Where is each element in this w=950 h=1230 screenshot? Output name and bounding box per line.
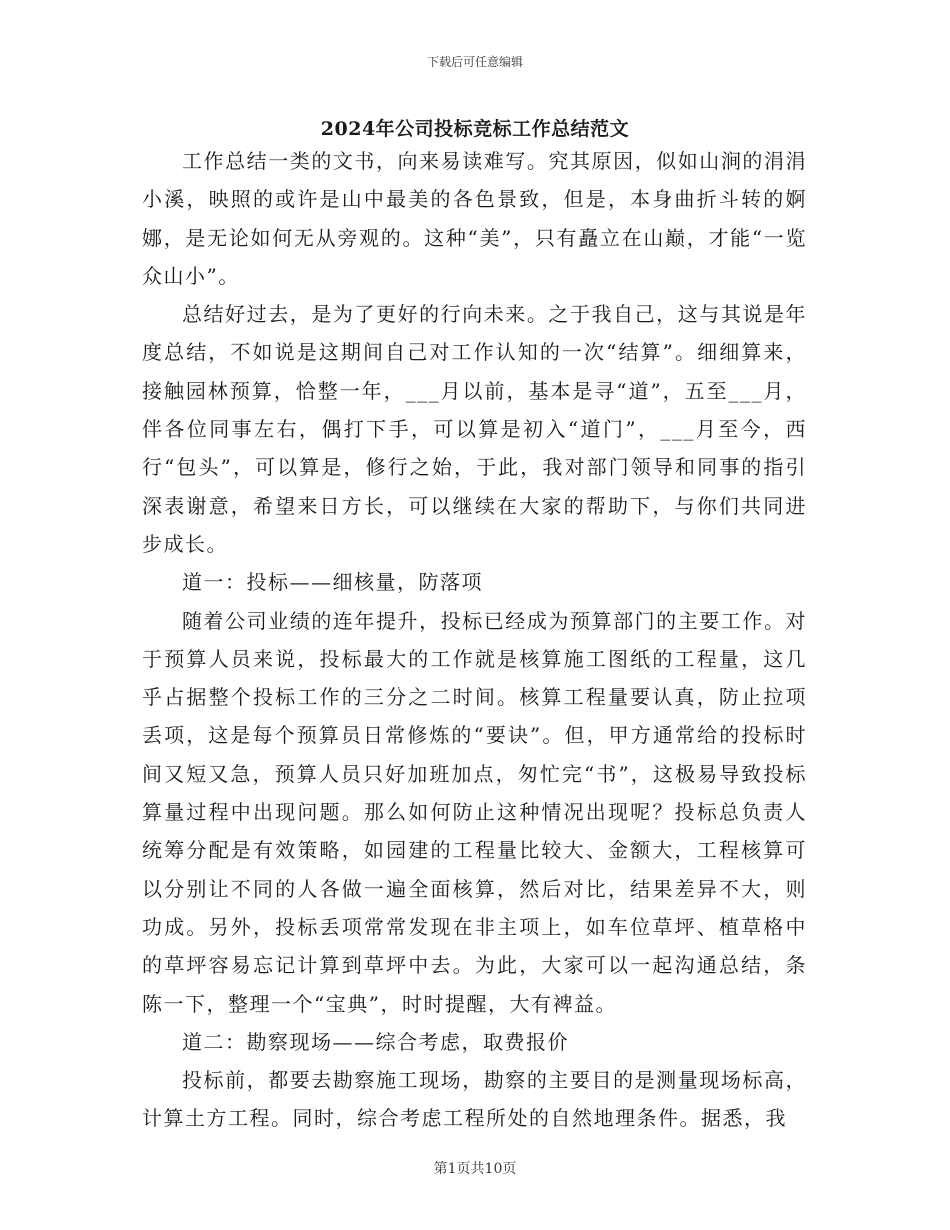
page-header-note: 下载后可任意编辑 [426,55,523,69]
paragraph-review: 总结好过去，是为了更好的行向未来。之于我自己，这与其说是年度总结，不如说是这期间自己对工作认知的一次“结算”。细细算来，接触园林预算，恰整一年，___月以前，基本是寻“道”，五至___月，伴各位同事左右，偶打下手，可以算是初入“道门”，___月至今，西行“包头”，可以算是，修行之始，于此，我对部门领导和同事的指引深表谢意，希望来日方长，可以继续在大家的帮助下，与你们共同进步成长。 [142,302,807,556]
section-heading-1: 道一：投标——细核量，防落项 [182,570,483,595]
section-heading-2: 道二：勘察现场——综合考虑，取费报价 [182,1029,569,1054]
page-number: 第1页共10页 [433,1161,517,1177]
document-title: 2024年公司投标竞标工作总结范文 [320,118,630,140]
paragraph-bidding: 随着公司业绩的连年提升，投标已经成为预算部门的主要工作。对于预算人员来说，投标最大的工作就是核算施工图纸的工程量，这几乎占据整个投标工作的三分之二时间。核算工程量要认真，防止拉项丢项，这是每个预算员日常修炼的“要诀”。但，甲方通常给的投标时间又短又急，预算人员只好加班加点，匆忙完“书”，这极易导致投标算量过程中出现问题。那么如何防止这种情况出现呢？投标总负责人统筹分配是有效策略，如园建的工程量比较大、金额大，工程核算可以分别让不同的人各做一遍全面核算，然后对比，结果差异不大，则功成。另外，投标丢项常常发现在非主项上，如车位草坪、植草格中的草坪容易忘记计算到草坪中去。为此，大家可以一起沟通总结，条陈一下，整理一个“宝典”，时时提醒，大有裨益。 [142,608,807,1016]
paragraph-site-survey: 投标前，都要去勘察施工现场，勘察的主要目的是测量现场标高，计算土方工程。同时，综合考虑工程所处的自然地理条件。据悉，我 [142,1068,807,1131]
paragraph-intro: 工作总结一类的文书，向来易读难写。究其原因，似如山涧的涓涓小溪，映照的或许是山中最美的各色景致，但是，本身曲折斗转的婀娜，是无论如何无从旁观的。这种“美”，只有矗立在山巅，才能“一览众山小”。 [142,149,807,288]
document-body [142,142,807,1138]
